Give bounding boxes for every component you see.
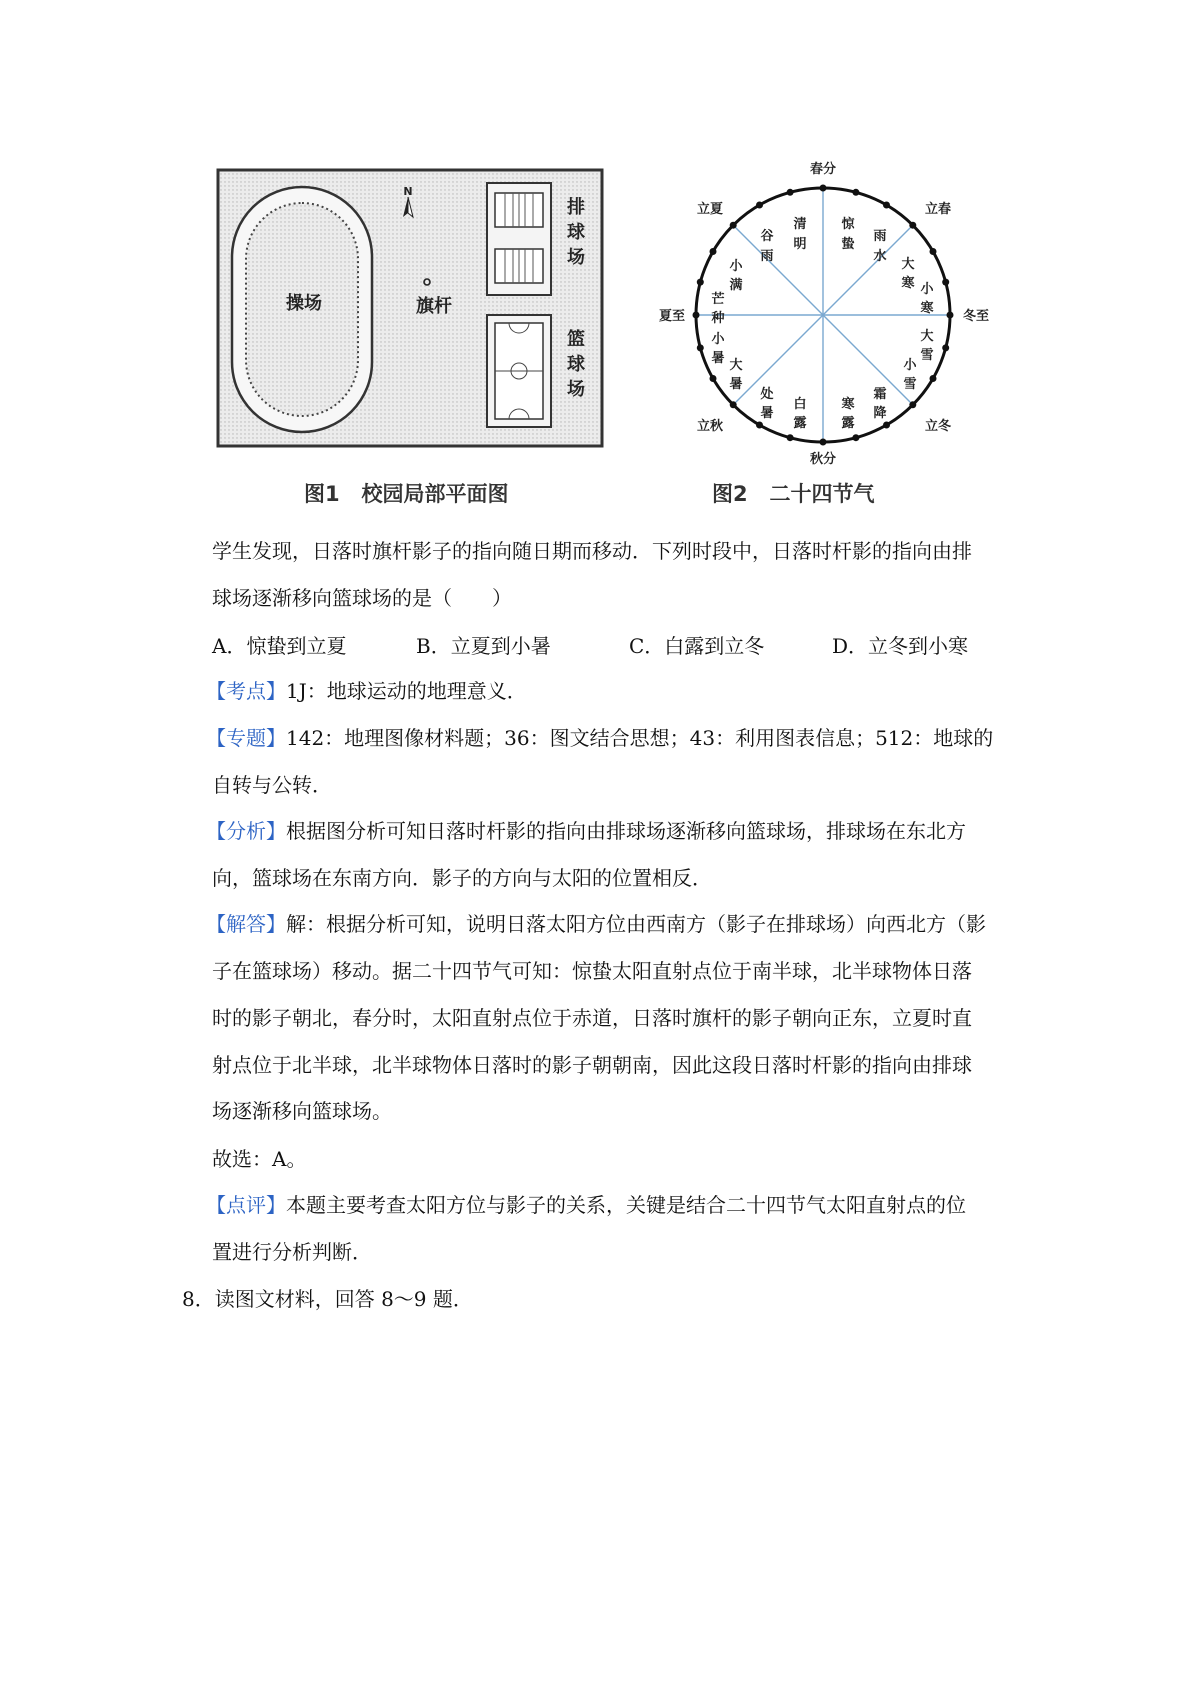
label-daxue-1: 大 — [920, 329, 934, 344]
label-mangzhong-2: 种 — [711, 311, 725, 326]
option-b: B．立夏到小暑 — [416, 634, 551, 658]
zhuanti-tag: 【专题】 — [206, 726, 286, 750]
dianping-tag: 【点评】 — [206, 1193, 286, 1217]
volleyball-label-3: 场 — [567, 247, 585, 268]
label-dahan-1: 大 — [901, 257, 915, 272]
dianping-text-1: 本题主要考查太阳方位与影子的关系，关键是结合二十四节气太阳直射点的位 — [286, 1193, 966, 1217]
north-label: N — [403, 185, 413, 198]
answer-line: 故选：A。 — [212, 1147, 307, 1171]
kaodian-tag: 【考点】 — [206, 679, 286, 703]
option-c: C．白露到立冬 — [629, 634, 765, 658]
label-xiaoxue-2: 雪 — [903, 377, 917, 392]
option-d: D．立冬到小寒 — [832, 634, 969, 658]
label-shuangjiang-1: 霜 — [873, 387, 887, 402]
basketball-label-3: 场 — [567, 379, 585, 400]
label-liqiu: 立秋 — [696, 419, 724, 434]
label-chushu-2: 暑 — [760, 406, 774, 421]
campus-plan-figure — [212, 165, 608, 455]
label-guyu-1: 谷 — [760, 229, 774, 244]
playground-label: 操场 — [286, 293, 322, 314]
flagpole-label: 旗杆 — [416, 296, 452, 317]
kaodian-line — [206, 676, 527, 706]
jieda-text-1: 解：根据分析可知，说明日落太阳方位由西南方（影子在排球场）向西北方（影 — [286, 912, 986, 936]
label-qingming-2: 明 — [793, 237, 807, 252]
dianping-line-2: 置进行分析判断． — [212, 1240, 372, 1264]
fenxi-tag: 【分析】 — [206, 819, 286, 843]
label-xiazhi: 夏至 — [658, 309, 686, 324]
fenxi-text-1: 根据图分析可知日落时杆影的指向由排球场逐渐移向篮球场，排球场在东北方 — [286, 819, 966, 843]
basketball-label-2: 球 — [567, 354, 585, 375]
basketball-label-1: 篮 — [567, 329, 585, 350]
jieda-line-3: 时的影子朝北，春分时，太阳直射点位于赤道，日落时旗杆的影子朝向正东，立夏时直 — [212, 1006, 972, 1030]
jieda-line-4: 射点位于北半球，北半球物体日落时的影子朝朝南，因此这段日落时杆影的指向由排球 — [212, 1053, 972, 1077]
question-line-2: 球场逐渐移向篮球场的是（ ） — [212, 586, 512, 610]
label-chunfen: 春分 — [809, 162, 837, 177]
jieda-line-1 — [206, 909, 986, 939]
label-lichun: 立春 — [924, 202, 952, 217]
label-dongzhi: 冬至 — [962, 309, 990, 324]
kaodian-text: 1J：地球运动的地理意义． — [286, 679, 527, 703]
zhuanti-text-1: 142：地理图像材料题；36：图文结合思想；43：利用图表信息；512：地球的 — [286, 726, 994, 750]
label-hanlu-1: 寒 — [841, 397, 855, 412]
label-dashu-2: 暑 — [729, 377, 743, 392]
solar-terms-figure — [640, 155, 1000, 465]
jieda-line-2: 子在篮球场）移动。据二十四节气可知：惊蛰太阳直射点位于南半球，北半球物体日落 — [212, 959, 972, 983]
label-xiaoxue-1: 小 — [903, 358, 917, 373]
dianping-line-1 — [206, 1190, 966, 1220]
volleyball-label-1: 排 — [567, 197, 585, 218]
label-daxue-2: 雪 — [920, 348, 934, 363]
volleyball-court-1 — [495, 193, 543, 227]
label-lidong: 立冬 — [924, 419, 952, 434]
zhuanti-line-2: 自转与公转． — [212, 773, 332, 797]
question-line-1: 学生发现，日落时旗杆影子的指向随日期而移动．下列时段中，日落时杆影的指向由排 — [212, 539, 972, 563]
next-question: 8．读图文材料，回答 8～9 题． — [182, 1287, 473, 1311]
label-qingming-1: 清 — [793, 217, 807, 232]
label-xiaoman-2: 满 — [729, 278, 743, 293]
fenxi-line-2: 向，篮球场在东南方向．影子的方向与太阳的位置相反． — [212, 866, 712, 890]
fenxi-line-1 — [206, 816, 966, 846]
jieda-line-5: 场逐渐移向篮球场。 — [212, 1099, 392, 1123]
label-dahan-2: 寒 — [901, 276, 915, 291]
option-a: A．惊蛰到立夏 — [212, 634, 347, 658]
basketball-court — [495, 323, 543, 419]
label-bailu-1: 白 — [793, 397, 807, 412]
label-hanlu-2: 露 — [841, 416, 855, 431]
label-xiaoman-1: 小 — [729, 259, 743, 274]
label-lixia: 立夏 — [696, 202, 724, 217]
volleyball-court-2 — [495, 249, 543, 283]
volleyball-label-2: 球 — [567, 222, 585, 243]
label-yushui-1: 雨 — [873, 229, 887, 244]
label-yushui-2: 水 — [873, 249, 887, 264]
label-xiaoshu-2: 暑 — [711, 351, 725, 366]
label-mangzhong-1: 芒 — [711, 292, 725, 307]
label-chushu-1: 处 — [760, 387, 774, 402]
label-qiufen: 秋分 — [809, 452, 837, 465]
label-dashu-1: 大 — [729, 358, 743, 373]
jieda-tag: 【解答】 — [206, 912, 286, 936]
zhuanti-line-1 — [206, 723, 993, 753]
label-xiaohan-2: 寒 — [920, 301, 934, 316]
figure1-caption: 图1 校园局部平面图 — [304, 482, 509, 506]
label-xiaoshu-1: 小 — [711, 332, 725, 347]
label-guyu-2: 雨 — [760, 249, 774, 264]
label-jingzhe-2: 蛰 — [841, 237, 855, 252]
label-xiaohan-1: 小 — [920, 282, 934, 297]
label-jingzhe-1: 惊 — [841, 217, 855, 232]
label-bailu-2: 露 — [793, 416, 807, 431]
figure2-caption: 图2 二十四节气 — [712, 482, 875, 506]
label-shuangjiang-2: 降 — [873, 406, 887, 421]
